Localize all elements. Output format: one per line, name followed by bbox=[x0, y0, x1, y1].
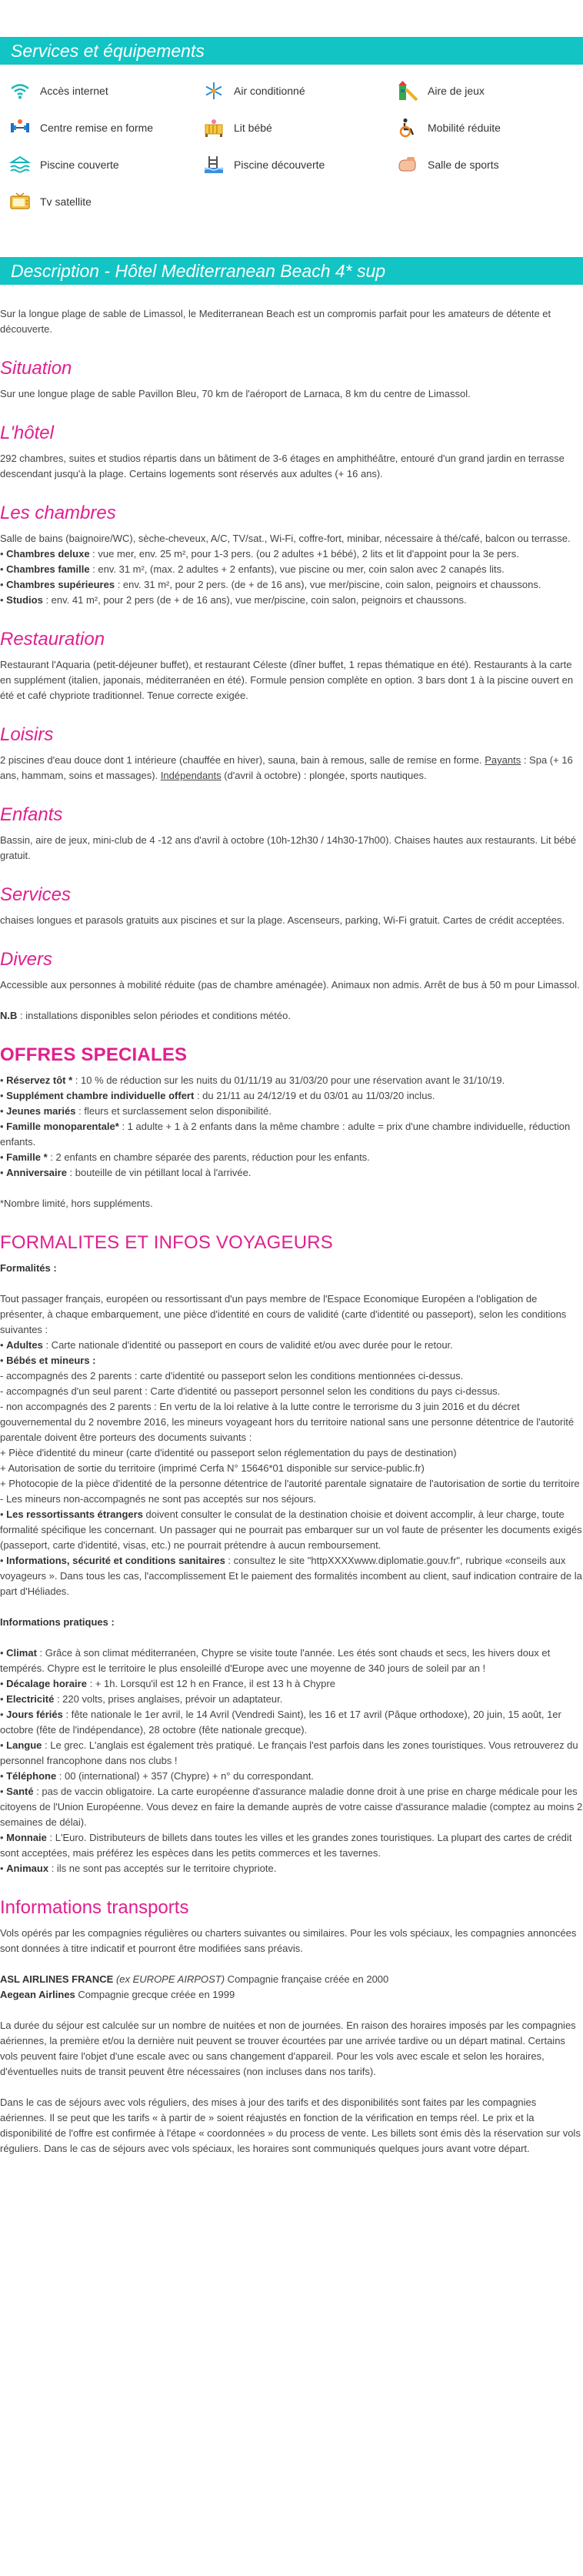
service-outdoor-pool bbox=[202, 152, 395, 177]
practical-item: • Décalage horaire : + 1h. Lorsqu'il est 12 h en France, il est 13 h à Chypre bbox=[0, 1678, 335, 1689]
service-label: Mobilité réduite bbox=[428, 121, 501, 134]
description-content bbox=[0, 285, 583, 2164]
service-label: Air conditionné bbox=[234, 84, 305, 97]
formalities-title: FORMALITES ET INFOS VOYAGEURS bbox=[0, 1232, 333, 1253]
wifi-icon bbox=[8, 80, 32, 102]
wheelchair-icon bbox=[395, 117, 420, 139]
service-label: Accès internet bbox=[40, 84, 108, 97]
nb-note: N.B : installations disponibles selon périodes et conditions météo. bbox=[0, 1010, 291, 1021]
services-banner: Services et équipements bbox=[0, 37, 583, 65]
practical-item: • Téléphone : 00 (international) + 357 (Chypre) + n° du correspondant. bbox=[0, 1770, 314, 1782]
practical-item: • Electricité : 220 volts, prises anglaises, prévoir un adaptateur. bbox=[0, 1693, 283, 1705]
offers-note: *Nombre limité, hors suppléments. bbox=[0, 1198, 153, 1209]
offer-item: • Jeunes mariés : fleurs et surclassement selon disponibilité. bbox=[0, 1105, 272, 1117]
offer-item: • Famille monoparentale* : 1 adulte + 1 à 2 enfants dans la même chambre : adulte = prix d'une chambre individuelle, réduction enfants. bbox=[0, 1121, 571, 1148]
service-fitness-center bbox=[8, 115, 202, 140]
situation-title: Situation bbox=[0, 358, 72, 379]
services-text: chaises longues et parasols gratuits aux piscines et sur la plage. Ascenseurs, parking, Wi-Fi gratuit. Cartes de crédit acceptées. bbox=[0, 914, 565, 926]
minors-line: - non accompagnés des 2 parents : En vertu de la loi relative à la lutte contre le terrorisme du 3 juin 2016 et du décret gouvernemental du 2 novembre 2016, les mineurs voyageant hors du territoire national sans une personne détentrice de l'autorité parentale doivent être porteurs des documents suivants : bbox=[0, 1401, 575, 1443]
service-gym bbox=[395, 152, 583, 177]
transport-duration: La durée du séjour est calculée sur un nombre de nuitées et non de journées. En raison des horaires imposés par les compagnies aériennes, la première et/ou la dernière nuit peuvent se trouver écourtées par une arrivée tardive ou un départ matinal. Certains vols peuvent faire l'objet d'une escale avec ou sans changement d'appareil. Pour les vols avec escale et selon les horaires, d'éventuelles nuits de transit peuvent être nécessaires (non incluses dans nos tarifs). bbox=[0, 2020, 576, 2077]
service-internet bbox=[8, 79, 202, 103]
offer-item: • Anniversaire : bouteille de vin pétillant local à l'arrivée. bbox=[0, 1167, 252, 1178]
misc-text: Accessible aux personnes à mobilité réduite (pas de chambre aménagée). Animaux non admis. Arrêt de bus à 50 m pour Limassol. bbox=[0, 979, 580, 991]
transport-intro: Vols opérés par les compagnies régulières ou charters suivantes ou similaires. Pour les vols spéciaux, les compagnies annoncées sont données à titre indicatif et pourront être modifiées sans préavis. bbox=[0, 1927, 577, 1954]
practical-item: • Santé : pas de vaccin obligatoire. La carte européenne d'assurance maladie donne droit à une prise en charge médicale pour les citoyens de l'Union Européenne. Vous devez en faire la demande auprès de votre caisse d'assurance maladie (comptez au moins 2 semaines de délai). bbox=[0, 1786, 583, 1828]
service-label: Piscine couverte bbox=[40, 158, 119, 171]
minors-line: + Autorisation de sortie du territoire (imprimé Cerfa N° 15646*01 disponible sur service-public.fr) bbox=[0, 1462, 425, 1474]
service-air-conditioning bbox=[202, 79, 395, 103]
offer-item: • Famille * : 2 enfants en chambre séparée des parents, réduction pour les enfants. bbox=[0, 1151, 370, 1163]
situation-text: Sur une longue plage de sable Pavillon Bleu, 70 km de l'aéroport de Larnaca, 8 km du centre de Limassol. bbox=[0, 388, 471, 399]
practical-item: • Climat : Grâce à son climat méditerranéen, Chypre se visite toute l'année. Les étés sont chauds et secs, les hivers doux et tempérés. Chypre est le territoire le plus ensoleillé d'Europe avec une moyenne de 340 jours de soleil par an ! bbox=[0, 1647, 551, 1674]
services-title: Services bbox=[0, 884, 72, 905]
misc-title: Divers bbox=[0, 949, 53, 970]
restaurant-text: Restaurant l'Aquaria (petit-déjeuner buffet), et restaurant Céleste (dîner buffet, 1 repas thématique en été). Restaurants à la carte en supplément (italien, japonais, méditerranéen en été). Formule pension complète en option. 3 bars dont 1 à la piscine ouvert en été et café chypriote traditionnel. Tenue correcte exigée. bbox=[0, 659, 574, 701]
hotel-title: L'hôtel bbox=[0, 423, 54, 443]
description-banner: Description - Hôtel Mediterranean Beach 4* sup bbox=[0, 257, 583, 285]
offer-item: • Supplément chambre individuelle offert : du 21/11 au 24/12/19 et du 03/01 au 11/03/20 inclus. bbox=[0, 1090, 435, 1101]
service-label: Tv satellite bbox=[40, 195, 92, 208]
room-item: • Chambres supérieures : env. 31 m², pour 2 pers. (de + de 16 ans), vue mer/piscine, coin salon, peignoirs et chaussons. bbox=[0, 579, 541, 590]
airline-item: Aegean Airlines Compagnie grecque créée en 1999 bbox=[0, 1989, 235, 2000]
crib-icon bbox=[202, 117, 226, 139]
intro-text: Sur la longue plage de sable de Limassol, le Mediterranean Beach est un compromis parfait pour les amateurs de détente et découverte. bbox=[0, 308, 551, 335]
services-grid bbox=[0, 65, 583, 214]
formalities-intro: Tout passager français, européen ou ressortissant d'un pays membre de l'Espace Economique Européen a l'obligation de présenter, à chaque embarquement, une pièce d'identité en cours de validité (carte d'identité ou passeport), selon les conditions suivantes : bbox=[0, 1293, 567, 1335]
service-satellite-tv bbox=[8, 189, 202, 214]
security-item: • Informations, sécurité et conditions sanitaires : consultez le site "httpXXXXwww.diplomatie.gouv.fr", rubrique «conseils aux voyageurs ». Dans tous les cas, l'accomplissement Et le paiement des formalités incombent au client, sauf indication contraire de la part d'Héliades. bbox=[0, 1555, 582, 1597]
outdoor-pool-icon bbox=[202, 154, 226, 175]
transport-pricing: Dans le cas de séjours avec vols réguliers, des mises à jour des tarifs et des disponibilités sont faites par les compagnies aériennes. Il se peut que les tarifs « à partir de » soient réajustés en fonction de la vérification en temps réel. Le prix et la disponibilité de l'offre est confirmée à l'étape « coordonnées » du process de vente. Les billets sont émis dès la réservation sur vols réguliers. Dans le cas de séjours avec vols spéciaux, les horaires sont communiqués quelques jours avant votre départ. bbox=[0, 2097, 581, 2154]
service-label: Salle de sports bbox=[428, 158, 499, 171]
offer-item: • Réservez tôt * : 10 % de réduction sur les nuits du 01/11/19 au 31/03/20 pour une réservation avant le 31/10/19. bbox=[0, 1074, 505, 1086]
service-playground bbox=[395, 79, 583, 103]
paid-link[interactable]: Payants bbox=[485, 754, 521, 766]
formalities-subtitle: Formalités : bbox=[0, 1262, 57, 1274]
minors-line: - Les mineurs non-accompagnés ne sont pas acceptés sur nos séjours. bbox=[0, 1493, 317, 1505]
rooms-intro: Salle de bains (baignoire/WC), sèche-cheveux, A/C, TV/sat., Wi-Fi, coffre-fort, minibar, nécessaire à thé/café, balcon ou terrasse. bbox=[0, 533, 571, 544]
service-label: Aire de jeux bbox=[428, 84, 485, 97]
practical-subtitle: Informations pratiques : bbox=[0, 1616, 115, 1628]
playground-icon bbox=[395, 80, 420, 102]
service-label: Centre remise en forme bbox=[40, 121, 154, 134]
children-text: Bassin, aire de jeux, mini-club de 4 -12 ans d'avril à octobre (10h-12h30 / 14h30-17h00). Chaises hautes aux restaurants. Lit bébé gratuit. bbox=[0, 834, 576, 861]
service-label: Lit bébé bbox=[234, 121, 272, 134]
practical-item: • Jours fériés : fête nationale le 1er avril, le 14 Avril (Vendredi Saint), les 16 et 17 avril (Pâque orthodoxe), 20 juin, 15 août, 1er octobre (fête de l'indépendance), 28 octobre (fête nationale grecque). bbox=[0, 1709, 561, 1736]
tv-icon bbox=[8, 191, 32, 212]
minors-line: - accompagnés d'un seul parent : Carte d'identité ou passeport personnel selon les conditions du pays ci-dessus. bbox=[0, 1385, 501, 1397]
minors-line: - accompagnés des 2 parents : carte d'identité ou passeport selon les conditions mentionnées ci-dessus. bbox=[0, 1370, 464, 1382]
children-title: Enfants bbox=[0, 804, 63, 825]
leisure-title: Loisirs bbox=[0, 724, 54, 745]
snowflake-icon bbox=[202, 80, 226, 102]
room-item: • Chambres famille : env. 31 m², (max. 2 adultes + 2 enfants), vue piscine ou mer, coin salon avec 2 canapés lits. bbox=[0, 563, 505, 575]
offers-title: OFFRES SPECIALES bbox=[0, 1044, 188, 1065]
practical-item: • Langue : Le grec. L'anglais est également très pratiqué. Le français l'est parfois dans les zones touristiques. Vous retrouverez du personnel francophone dans nos clubs ! bbox=[0, 1739, 578, 1766]
airline-item: ASL AIRLINES FRANCE (ex EUROPE AIRPOST) Compagnie française créée en 2000 bbox=[0, 1973, 389, 1985]
practical-item: • Animaux : ils ne sont pas acceptés sur le territoire chypriote. bbox=[0, 1863, 277, 1874]
foreigners-item: • Les ressortissants étrangers doivent consulter le consulat de la destination choisie et doivent accomplir, à leur charge, toute formalité spécifique les concernant. Un passager qui ne pourrait pas embarquer sur un vol faute de présenter les documents exigés (passeport, carte d'identité, visas, etc.) ne pourrait prétendre à aucun remboursement. bbox=[0, 1509, 582, 1551]
room-item: • Studios : env. 41 m², pour 2 pers (de + de 16 ans), vue mer/piscine, coin salon, peignoirs et chaussons. bbox=[0, 594, 467, 606]
service-label: Piscine découverte bbox=[234, 158, 325, 171]
dumbbell-icon bbox=[8, 117, 32, 139]
service-indoor-pool bbox=[8, 152, 202, 177]
service-crib bbox=[202, 115, 395, 140]
hotel-text: 292 chambres, suites et studios répartis dans un bâtiment de 3-6 étages en amphithéâtre, entouré d'un grand jardin en terrasse descendant jusqu'à la plage. Certains logements sont réservés aux adultes (+ 16 ans). bbox=[0, 453, 565, 479]
minors-line: + Pièce d'identité du mineur (carte d'identité ou passeport selon réglementation du pays de destination) bbox=[0, 1447, 457, 1458]
adults-item: • Adultes : Carte nationale d'identité ou passeport en cours de validité et/ou avec durée pour le retour. bbox=[0, 1339, 453, 1351]
practical-item: • Monnaie : L'Euro. Distributeurs de billets dans toutes les villes et les grandes zones touristiques. La plupart des cartes de crédit sont acceptées, mais préférez les espèces dans les petits commerces et les tavernes. bbox=[0, 1832, 572, 1859]
restaurant-title: Restauration bbox=[0, 629, 105, 650]
transport-title: Informations transports bbox=[0, 1897, 189, 1918]
fitness-hand-icon bbox=[395, 154, 420, 175]
room-item: • Chambres deluxe : vue mer, env. 25 m², pour 1-3 pers. (ou 2 adultes +1 bébé), 2 lits et lit d'appoint pour la 3e pers. bbox=[0, 548, 519, 560]
independent-link[interactable]: Indépendants bbox=[160, 770, 222, 781]
rooms-title: Les chambres bbox=[0, 503, 116, 523]
leisure-text: 2 piscines d'eau douce dont 1 intérieure (chauffée en hiver), sauna, bain à remous, salle de remise en forme. Payants : Spa (+ 16 ans, hammam, soins et massages). Indépendants (d'avril à octobre) : plongée, sports nautiques. bbox=[0, 754, 573, 781]
minors-item: • Bébés et mineurs : bbox=[0, 1355, 96, 1366]
service-reduced-mobility bbox=[395, 115, 583, 140]
indoor-pool-icon bbox=[8, 154, 32, 175]
minors-line: + Photocopie de la pièce d'identité de la personne détentrice de l'autorité parentale signataire de l'autorisation de sortie du territoire bbox=[0, 1478, 580, 1489]
